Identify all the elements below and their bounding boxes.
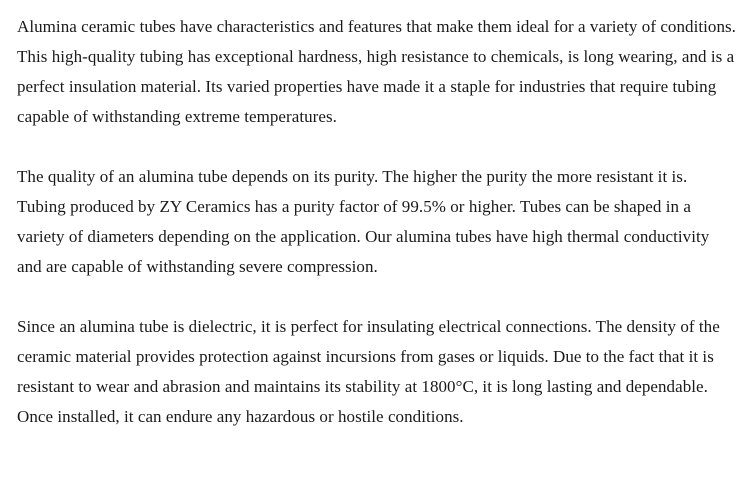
paragraph-alumina-overview: Alumina ceramic tubes have characteristics and features that make them ideal for a variety of conditions. This high-quality tubing has exceptional hardness, high resistance to chemicals, is long wearing, and is a perfect insulation material. Its varied properties have made it a staple for industries that require tubing capable of withstanding extreme temperatures. <box>17 17 736 126</box>
article-body <box>17 12 737 432</box>
paragraph-dielectric-properties: Since an alumina tube is dielectric, it is perfect for insulating electrical connections. The density of the ceramic material provides protection against incursions from gases or liquids. Due to the fact that it is resistant to wear and abrasion and maintains its stability at 1800°C, it is long lasting and dependable. Once installed, it can endure any hazardous or hostile conditions. <box>17 317 720 426</box>
paragraph-tube-purity: The quality of an alumina tube depends on its purity. The higher the purity the more resistant it is. Tubing produced by ZY Ceramics has a purity factor of 99.5% or higher. Tubes can be shaped in a variety of diameters depending on the application. Our alumina tubes have high thermal conductivity and are capable of withstanding severe compression. <box>17 167 710 276</box>
